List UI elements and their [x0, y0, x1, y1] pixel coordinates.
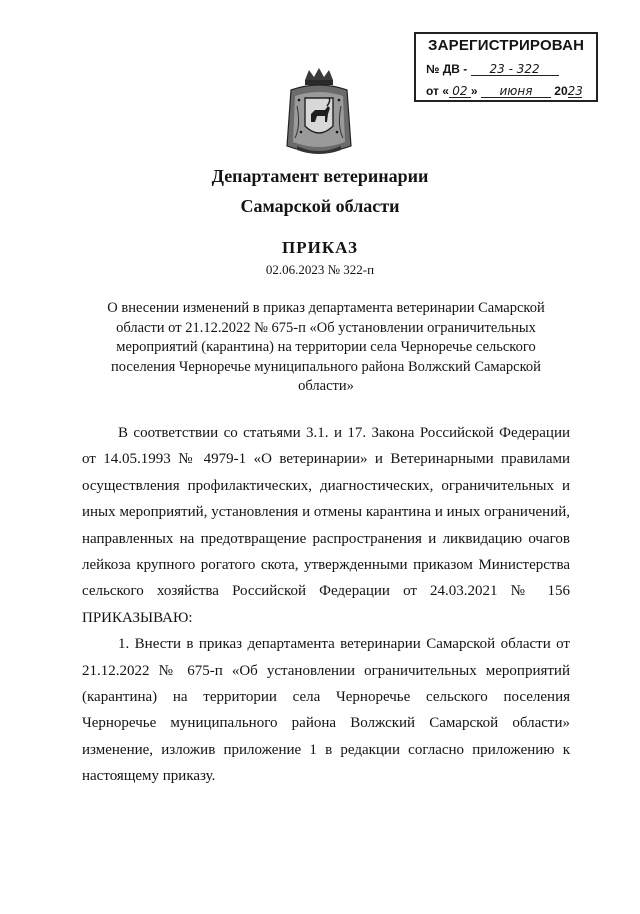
department-name-line1: Департамент ветеринарии [211, 166, 429, 186]
stamp-year-prefix: 20 [554, 84, 568, 98]
department-name-line2: Самарской области [240, 196, 400, 216]
document-type: ПРИКАЗ [282, 238, 358, 257]
coat-of-arms-icon [281, 66, 357, 158]
document-subject: О внесении изменений в приказ департамента ветеринарии Самарской области от 21.12.2022 № 675-п «Об установлении ограничительных мероприятий (карантина) на территории села Черноречье сельского поселения Черноречье муниципального района Волжский Самарской области» [107, 300, 545, 394]
registration-stamp [414, 32, 598, 102]
document-body [82, 420, 570, 790]
stamp-date-mid: » [470, 84, 478, 98]
document-date-number: 02.06.2023 № 322-п [265, 262, 375, 277]
stamp-number-prefix: № ДВ - [426, 62, 468, 76]
stamp-date-prefix: от « [426, 84, 449, 98]
preamble-paragraph: В соответствии со статьями 3.1. и 17. Закона Российской Федерации от 14.05.1993 № 4979-1 «О ветеринарии» и Ветеринарными правилами осуществления профилактических, диагностических, ограничительных и иных мероприятий, установления и отмены карантина и иных ограничений, направленных на предотвращение распространения и ликвидацию очагов лейкоза крупного рогатого скота, утвержденными приказом Министерства сельского хозяйства Российской Федерации от 24.03.2021 № 156 ПРИКАЗЫВАЮ: [82, 425, 570, 626]
stamp-date-row [426, 84, 582, 98]
stamp-day-handwritten: 02 [449, 85, 471, 98]
item-1-paragraph: 1. Внести в приказ департамента ветеринарии Самарской области от 21.12.2022 № 675-п «Об установлении ограничительных мероприятий (карантина) на территории села Черноречье сельского поселения Черноречье муниципального района Волжский Самарской области» изменение, изложив приложение 1 в редакции согласно приложению к настоящему приказу. [82, 636, 570, 785]
stamp-month-handwritten: июня [481, 85, 551, 98]
stamp-year-handwritten: 23 [567, 84, 583, 98]
stamp-number-handwritten: 23 - 322 [471, 63, 559, 76]
stamp-title: ЗАРЕГИСТРИРОВАН [428, 37, 585, 54]
stamp-number-row [426, 62, 559, 76]
